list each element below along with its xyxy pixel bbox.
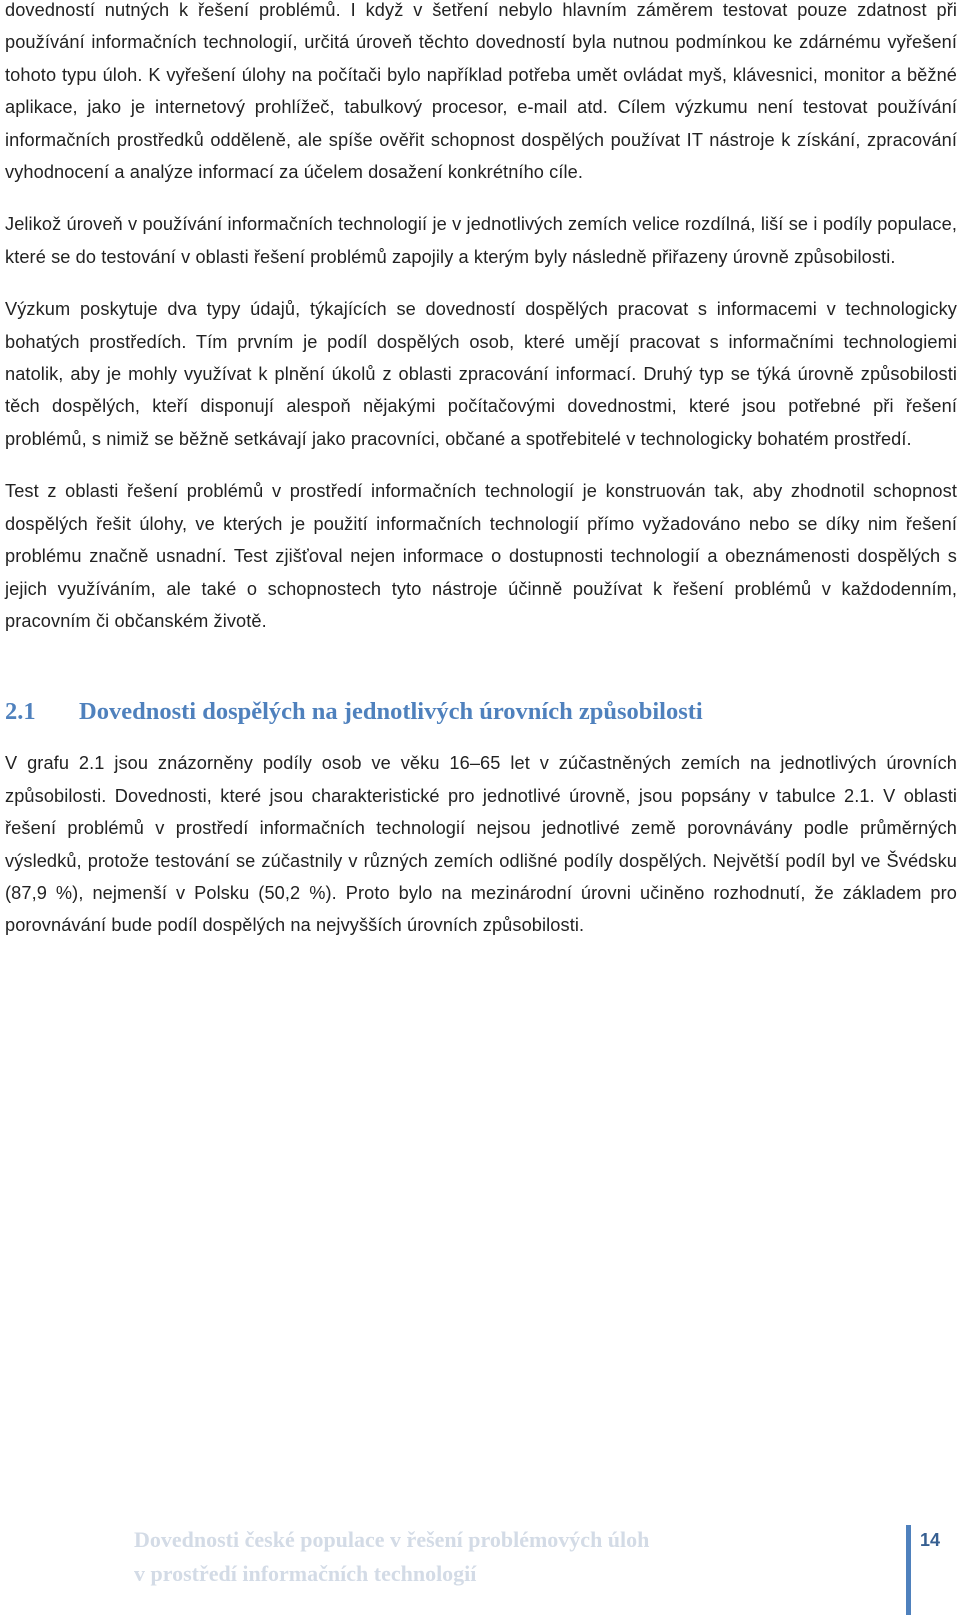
page-number: 14 <box>920 1530 941 1550</box>
body-paragraph: dovedností nutných k řešení problémů. I když v šetření nebylo hlavním záměrem testovat pouze zdatnost při používání informačních technologií, určitá úroveň těchto dovedností byla nutnou podmínkou ke zdárnému vyřešení tohoto typu úloh. K vyřešení úlohy na počítači bylo například potřeba umět ovládat myš, klávesnici, monitor a běžné aplikace, jako je internetový prohlížeč, tabulkový procesor, e-mail atd. Cílem výzkumu není testovat používání informačních prostředků odděleně, ale spíše ověřit schopnost dospělých používat IT nástroje k získání, zpracování vyhodnocení a analýze informací za účelem dosažení konkrétního cíle. <box>5 0 957 183</box>
section-title: Dovednosti dospělých na jednotlivých úrovních způsobilosti <box>79 698 703 726</box>
section-number: 2.1 <box>5 698 36 726</box>
footer-title-line-1: Dovednosti české populace v řešení problémových úloh <box>134 1527 650 1552</box>
document-page <box>5 0 957 962</box>
section-paragraph: V grafu 2.1 jsou znázorněny podíly osob ve věku 16–65 let v zúčastněných zemích na jednotlivých úrovních způsobilosti. Dovednosti, které jsou charakteristické pro jednotlivé úrovně, jsou popsány v tabulce 2.1. V oblasti řešení problémů v prostředí informačních technologií nejsou jednotlivé země porovnávány podle průměrných výsledků, protože testování se zúčastnily v různých zemích odlišné podíly dospělých. Největší podíl byl ve Švédsku (87,9 %), nejmenší v Polsku (50,2 %). Proto bylo na mezinárodní úrovni učiněno rozhodnutí, že základem pro porovnávání bude podíl dospělých na nejvyšších úrovních způsobilosti. <box>5 753 957 936</box>
page-footer <box>0 1523 960 1615</box>
footer-divider <box>906 1525 911 1615</box>
body-paragraph: Test z oblasti řešení problémů v prostředí informačních technologií je konstruován tak, aby zhodnotil schopnost dospělých řešit úlohy, ve kterých je použití informačních technologií přímo vyžadováno nebo se díky nim řešení problému značně usnadní. Test zjišťoval nejen informace o dostupnosti technologií a obeznámenosti dospělých s jejich využíváním, ale také o schopnostech tyto nástroje účinně používat k řešení problémů v každodenním, pracovním či občanském životě. <box>5 481 957 631</box>
section-heading <box>5 695 957 729</box>
body-paragraph: Výzkum poskytuje dva typy údajů, týkajících se dovedností dospělých pracovat s informacemi v technologicky bohatých prostředích. Tím prvním je podíl dospělých osob, které umějí pracovat s informačními technologiemi natolik, aby je mohly využívat k plnění úkolů z oblasti zpracování informací. Druhý typ se týká úrovně způsobilosti těch dospělých, kteří disponují alespoň nějakými počítačovými dovednostmi, které jsou potřebné při řešení problémů, s nimiž se běžně setkávají jako pracovníci, občané a spotřebitelé v technologicky bohatém prostředí. <box>5 299 957 449</box>
footer-title <box>134 1523 649 1591</box>
footer-title-line-2: v prostředí informačních technologií <box>134 1561 477 1586</box>
body-paragraph: Jelikož úroveň v používání informačních technologií je v jednotlivých zemích velice rozdílná, liší se i podíly populace, které se do testování v oblasti řešení problémů zapojily a kterým byly následně přiřazeny úrovně způsobilosti. <box>5 214 957 267</box>
